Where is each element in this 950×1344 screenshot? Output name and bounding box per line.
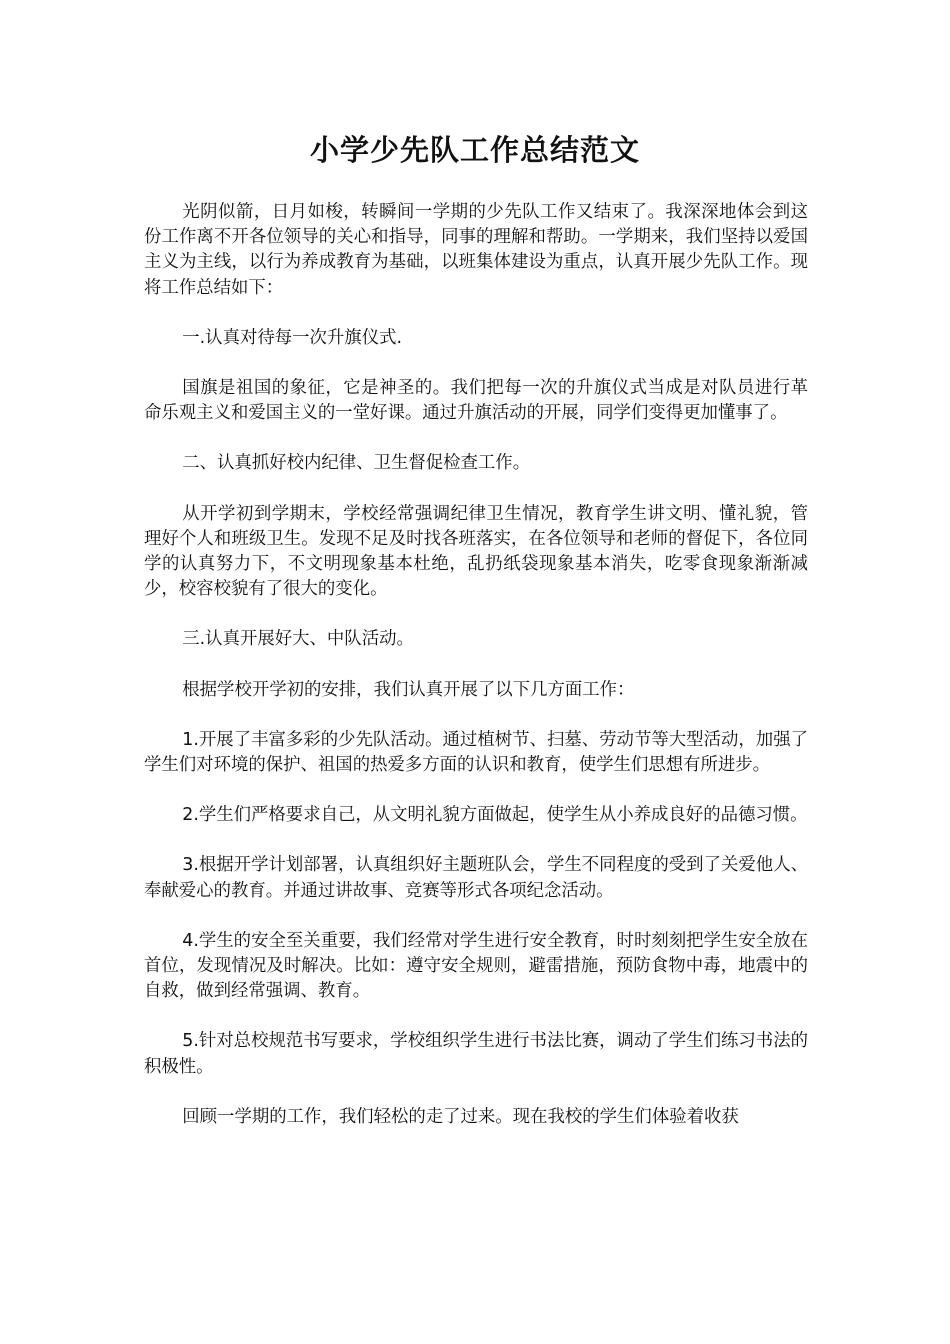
list-item-1: 1.开展了丰富多彩的少先队活动。通过植树节、扫墓、劳动节等大型活动，加强了学生们对环境的保护、祖国的热爱多方面的认识和教育，使学生们思想有所进步。 [144,729,808,776]
section-paragraph-3: 根据学校开学初的安排，我们认真开展了以下几方面工作： [182,679,635,700]
section-heading-2: 二、认真抓好校内纪律、卫生督促检查工作。 [182,453,531,474]
section-heading-3: 三.认真开展好大、中队活动。 [182,629,414,650]
section-paragraph-1: 国旗是祖国的象征，它是神圣的。我们把每一次的升旗仪式当成是对队员进行革命乐观主义和爱国主义的一堂好课。通过升旗活动的开展，同学们变得更加懂事了。 [144,378,808,424]
section-paragraph-2: 从开学初到学期末，学校经常强调纪律卫生情况，教育学生讲文明、懂礼貌，管理好个人和班级卫生。发现不足及时找各班落实，在各位领导和老师的督促下，各位同学的认真努力下，不文明现象基本杜绝，乱扔纸袋现象基本消失，吃零食现象渐渐减少，校容校貌有了很大的变化。 [144,503,808,600]
closing-paragraph: 回顾一学期的工作，我们轻松的走了过来。现在我校的学生们体验着收获 [182,1106,739,1127]
document-body [144,200,808,1155]
list-item-5: 5.针对总校规范书写要求，学校组织学生进行书法比赛，调动了学生们练习书法的积极性。 [144,1031,808,1077]
intro-paragraph: 光阴似箭，日月如梭，转瞬间一学期的少先队工作又结束了。我深深地体会到这份工作离不开各位领导的关心和指导，同事的理解和帮助。一学期来，我们坚持以爱国主义为主线，以行为养成教育为基础，以班集体建设为重点，认真开展少先队工作。现将工作总结如下： [144,202,808,298]
list-item-4: 4.学生的安全至关重要，我们经常对学生进行安全教育，时时刻刻把学生安全放在首位，发现情况及时解决。比如：遵守安全规则，避雷措施，预防食物中毒，地震中的自救，做到经常强调、教育。 [144,930,808,1002]
list-item-2: 2.学生们严格要求自己，从文明礼貌方面做起，使学生从小养成良好的品德习惯。 [182,805,808,826]
list-item-3: 3.根据开学计划部署，认真组织好主题班队会，学生不同程度的受到了关爱他人、奉献爱心的教育。并通过讲故事、竞赛等形式各项纪念活动。 [144,855,808,901]
document-title: 小学少先队工作总结范文 [309,133,640,167]
section-heading-1: 一.认真对待每一次升旗仪式. [182,327,403,348]
